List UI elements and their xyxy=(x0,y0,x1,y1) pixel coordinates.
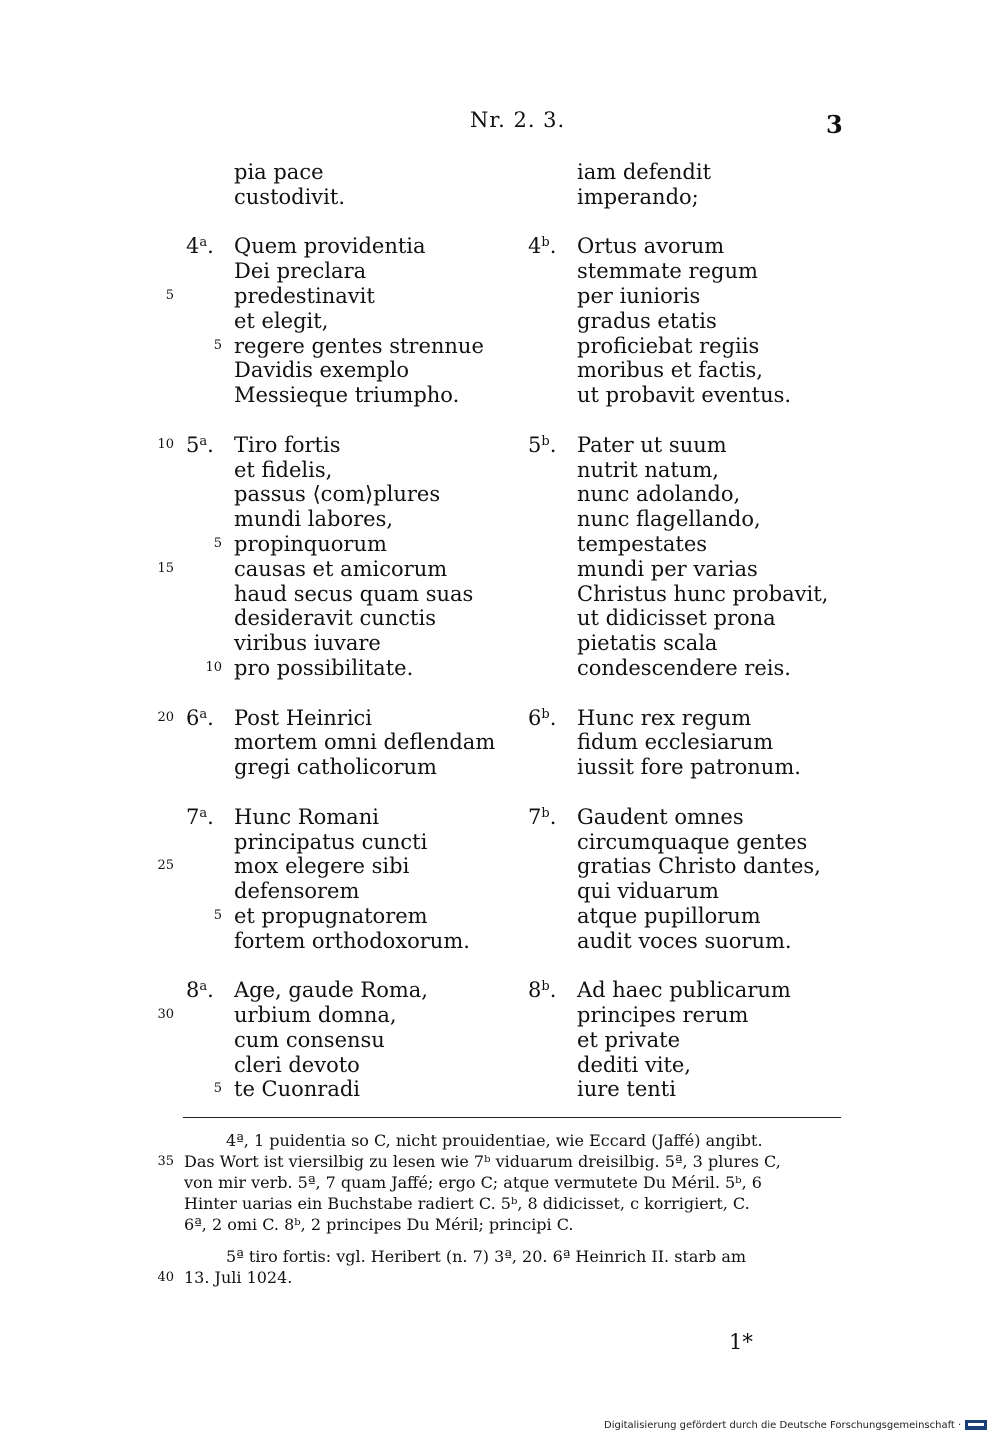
verse-left: et fidelis, xyxy=(234,457,333,482)
verse-line xyxy=(0,631,1000,656)
verse-left: et propugnatorem xyxy=(234,903,428,928)
verse-line xyxy=(0,185,1000,210)
stanza-marker-right: 7$^b$. xyxy=(528,804,557,829)
verse-left: Hunc Romani xyxy=(234,804,379,829)
verse-left: desideravit cunctis xyxy=(234,606,436,631)
verse-line xyxy=(0,879,1000,904)
verse-line xyxy=(0,160,1000,185)
stanza-line-number: 5 xyxy=(213,337,222,353)
marker-superscript: b xyxy=(541,706,550,722)
stanza-gap xyxy=(0,681,1000,706)
verse-left: Tiro fortis xyxy=(234,432,341,457)
stanza-marker-right: 5$^b$. xyxy=(528,432,557,457)
verse-line xyxy=(0,1053,1000,1078)
stanza-marker-right: 6$^b$. xyxy=(528,705,557,730)
verse-left: passus ⟨com⟩plures xyxy=(234,482,441,507)
verse-line xyxy=(0,259,1000,284)
verse-right: audit voces suorum. xyxy=(577,928,792,953)
marker-superscript: a xyxy=(199,433,208,449)
verse-left: fortem orthodoxorum. xyxy=(234,928,470,953)
footnote-text: 4ª, 1 puidentia so C, nicht prouidentiae, wie Eccard (Jaffé) angibt. xyxy=(226,1131,763,1150)
verse-right: Gaudent omnes xyxy=(577,804,744,829)
marker-superscript: a xyxy=(199,235,208,251)
verse-left: cleri devoto xyxy=(234,1052,360,1077)
stanza-marker-left: 6$^a$. xyxy=(186,705,214,730)
verse-left: gregi catholicorum xyxy=(234,755,437,780)
footnote-divider xyxy=(183,1117,841,1118)
marker-superscript: a xyxy=(199,805,208,821)
stanza-marker-right: 4$^b$. xyxy=(528,234,557,259)
verse-line xyxy=(0,433,1000,458)
verse-right: principes rerum xyxy=(577,1003,749,1028)
verse-left: propinquorum xyxy=(234,531,387,556)
verse-right: mundi per varias xyxy=(577,556,758,581)
line-number: 20 xyxy=(157,709,174,725)
verse-right: Ortus avorum xyxy=(577,234,725,259)
marker-superscript: b xyxy=(541,805,550,821)
line-number: 25 xyxy=(157,858,174,874)
verse-right: gradus etatis xyxy=(577,308,717,333)
footnote-text: 5ª tiro fortis: vgl. Heribert (n. 7) 3ª, 20. 6ª Heinrich II. starb am xyxy=(226,1247,747,1266)
verse-left: mundi labores, xyxy=(234,507,394,532)
verse-right: Christus hunc probavit, xyxy=(577,581,829,606)
verse-line xyxy=(0,532,1000,557)
marker-superscript: a xyxy=(199,706,208,722)
verse-line xyxy=(0,1003,1000,1028)
verse-line xyxy=(0,830,1000,855)
line-number: 35 xyxy=(157,1154,174,1169)
stanza-gap xyxy=(0,408,1000,433)
verse-right: nunc flagellando, xyxy=(577,507,761,532)
verse-line xyxy=(0,507,1000,532)
verse-left: et elegit, xyxy=(234,308,329,333)
stanza-line-number: 5 xyxy=(213,1081,222,1097)
footnote-line xyxy=(0,1267,1000,1288)
verse-right: iussit fore patronum. xyxy=(577,755,801,780)
stanza-line-number: 5 xyxy=(213,907,222,923)
page-title: Nr. 2. 3. xyxy=(470,108,566,132)
verse-right: ut probavit eventus. xyxy=(577,383,792,408)
line-number: 30 xyxy=(157,1007,174,1023)
verse-line xyxy=(0,706,1000,731)
verse-line xyxy=(0,309,1000,334)
verse-right: per iunioris xyxy=(577,283,701,308)
verse-right: Ad haec publicarum xyxy=(577,978,791,1003)
verse-right: tempestates xyxy=(577,531,708,556)
verse-right: Hunc rex regum xyxy=(577,705,752,730)
line-number: 40 xyxy=(157,1270,174,1285)
verse-line xyxy=(0,929,1000,954)
stanza-marker-left: 4$^a$. xyxy=(186,234,214,259)
verse-right: condescendere reis. xyxy=(577,655,791,680)
verse-right: fidum ecclesiarum xyxy=(577,730,774,755)
verse-line xyxy=(0,358,1000,383)
verse-right: et private xyxy=(577,1027,680,1052)
verse-left: mortem omni deflendam xyxy=(234,730,496,755)
footnotes xyxy=(0,1130,1000,1288)
verse-line xyxy=(0,606,1000,631)
verse-right: circumquaque gentes xyxy=(577,829,808,854)
verse-left: custodivit. xyxy=(234,184,345,209)
line-number: 15 xyxy=(157,560,174,576)
verse-line xyxy=(0,1077,1000,1102)
verse-line xyxy=(0,854,1000,879)
marker-superscript: b xyxy=(541,433,550,449)
poem-text xyxy=(0,160,1000,1102)
verse-right: ut didicisset prona xyxy=(577,606,776,631)
stanza-marker-left: 8$^a$. xyxy=(186,978,214,1003)
verse-line xyxy=(0,458,1000,483)
footnote-text: 6ª, 2 omi C. 8ᵇ, 2 principes Du Méril; principi C. xyxy=(184,1215,574,1234)
verse-line xyxy=(0,805,1000,830)
verse-line xyxy=(0,656,1000,681)
verse-left: haud secus quam suas xyxy=(234,581,474,606)
verse-left: Messieque triumpho. xyxy=(234,383,460,408)
footnote-line xyxy=(0,1246,1000,1267)
verse-line xyxy=(0,482,1000,507)
stanza-marker-left: 7$^a$. xyxy=(186,804,214,829)
verse-right: imperando; xyxy=(577,184,699,209)
line-number: 5 xyxy=(165,287,174,303)
dfg-logo-icon xyxy=(965,1420,987,1430)
marker-superscript: a xyxy=(199,979,208,995)
verse-right: stemmate regum xyxy=(577,259,758,284)
verse-line xyxy=(0,234,1000,259)
verse-line xyxy=(0,557,1000,582)
note-gap xyxy=(0,1235,1000,1246)
verse-left: te Cuonradi xyxy=(234,1077,361,1102)
verse-left: defensorem xyxy=(234,879,360,904)
verse-right: nutrit natum, xyxy=(577,457,719,482)
verse-left: urbium domna, xyxy=(234,1003,397,1028)
footnote-text: Das Wort ist viersilbig zu lesen wie 7ᵇ viduarum dreisilbig. 5ª, 3 plures C, xyxy=(184,1152,781,1171)
verse-line xyxy=(0,904,1000,929)
stanza-marker-left: 5$^a$. xyxy=(186,432,214,457)
verse-left: principatus cuncti xyxy=(234,829,428,854)
verse-line xyxy=(0,730,1000,755)
page-number: 3 xyxy=(826,110,843,139)
verse-right: iam defendit xyxy=(577,160,712,184)
line-number: 10 xyxy=(157,436,174,452)
verse-left: pia pace xyxy=(234,160,324,184)
stanza-line-number: 10 xyxy=(205,659,222,675)
verse-left: Quem providentia xyxy=(234,234,426,259)
verse-left: causas et amicorum xyxy=(234,556,448,581)
verse-right: qui viduarum xyxy=(577,879,719,904)
verse-line xyxy=(0,582,1000,607)
verse-left: regere gentes strennue xyxy=(234,333,484,358)
verse-line xyxy=(0,383,1000,408)
verse-line xyxy=(0,1028,1000,1053)
verse-line xyxy=(0,284,1000,309)
dfg-footer xyxy=(604,1420,987,1431)
verse-left: predestinavit xyxy=(234,283,375,308)
footnote-text: Hinter uarias ein Buchstabe radiert C. 5ᵇ, 8 didicisset, c korrigiert, C. xyxy=(184,1194,750,1213)
verse-right: proficiebat regiis xyxy=(577,333,760,358)
verse-right: nunc adolando, xyxy=(577,482,741,507)
verse-left: cum consensu xyxy=(234,1027,385,1052)
footer-text: Digitalisierung gefördert durch die Deutsche Forschungsgemeinschaft · xyxy=(604,1420,962,1431)
footnote-text: 13. Juli 1024. xyxy=(184,1268,293,1287)
verse-left: Dei preclara xyxy=(234,259,367,284)
footnote-line xyxy=(0,1193,1000,1214)
verse-left: Davidis exemplo xyxy=(234,358,409,383)
verse-right: atque pupillorum xyxy=(577,903,761,928)
stanza-marker-right: 8$^b$. xyxy=(528,978,557,1003)
verse-left: pro possibilitate. xyxy=(234,655,414,680)
marker-superscript: b xyxy=(541,979,550,995)
footnote-text: von mir verb. 5ª, 7 quam Jaffé; ergo C; atque vermutete Du Méril. 5ᵇ, 6 xyxy=(184,1173,762,1192)
marker-superscript: b xyxy=(541,235,550,251)
stanza-gap xyxy=(0,780,1000,805)
verse-right: pietatis scala xyxy=(577,631,718,656)
verse-line xyxy=(0,334,1000,359)
footnote-line xyxy=(0,1214,1000,1235)
verse-left: Age, gaude Roma, xyxy=(234,978,428,1003)
stanza-gap xyxy=(0,210,1000,235)
verse-right: gratias Christo dantes, xyxy=(577,854,821,879)
footnote-line xyxy=(0,1172,1000,1193)
page-header xyxy=(0,108,1000,138)
verse-line xyxy=(0,978,1000,1003)
footnote-line xyxy=(0,1151,1000,1172)
verse-left: viribus iuvare xyxy=(234,631,381,656)
verse-right: moribus et factis, xyxy=(577,358,763,383)
signature-mark: 1* xyxy=(729,1330,753,1354)
footnote-line xyxy=(0,1130,1000,1151)
verse-line xyxy=(0,755,1000,780)
verse-right: Pater ut suum xyxy=(577,432,727,457)
verse-left: mox elegere sibi xyxy=(234,854,410,879)
verse-right: dediti vite, xyxy=(577,1052,691,1077)
verse-right: iure tenti xyxy=(577,1077,676,1102)
stanza-gap xyxy=(0,954,1000,979)
stanza-line-number: 5 xyxy=(213,535,222,551)
verse-left: Post Heinrici xyxy=(234,705,373,730)
